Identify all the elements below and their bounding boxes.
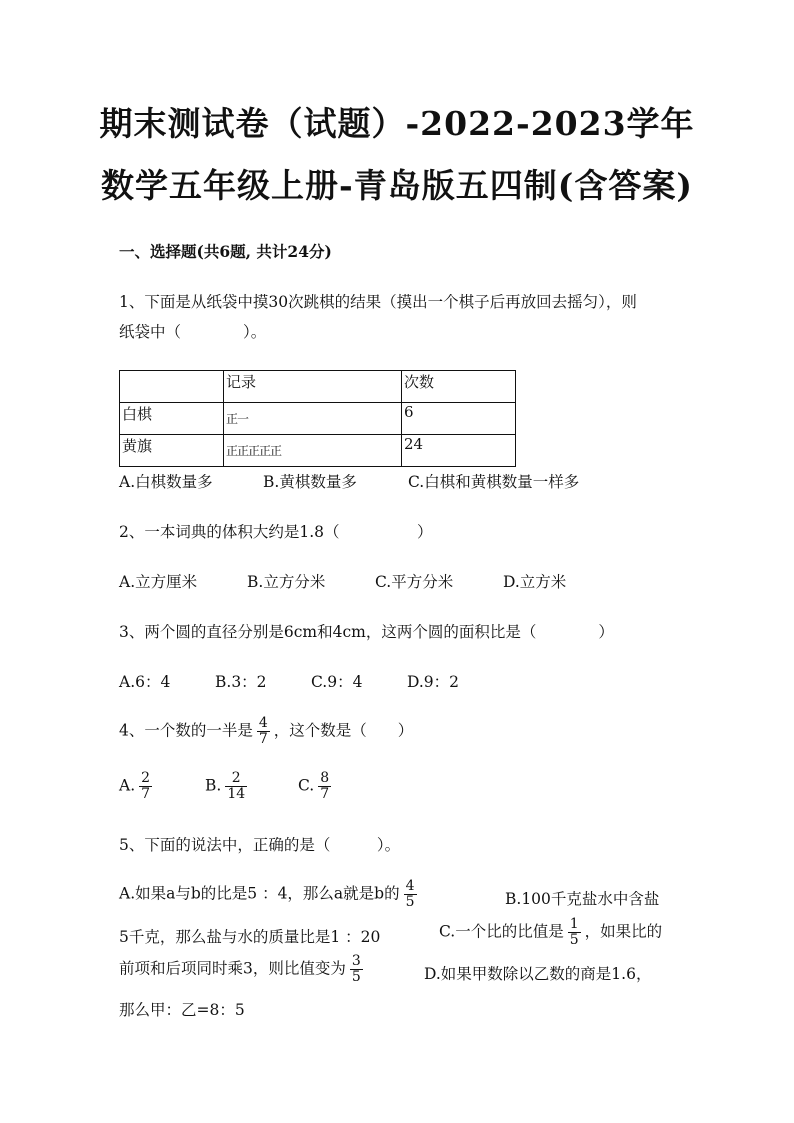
q4-text	[119, 716, 413, 747]
option-text: C.一个比的比值是	[439, 922, 564, 941]
q5-option-b-part1: B.100千克盐水中含盐	[505, 890, 660, 908]
fraction	[404, 879, 417, 910]
table-cell-record: 正一	[224, 403, 402, 435]
q1-option-b: B.黄棋数量多	[263, 473, 357, 491]
q3-text: 3、两个圆的直径分别是6cm和4cm，这两个圆的面积比是（ ）	[119, 623, 614, 641]
table-row	[120, 435, 516, 467]
record-table	[119, 370, 516, 467]
table-cell-name: 白棋	[120, 403, 224, 435]
q4-prefix: 4、一个数的一半是	[119, 721, 253, 740]
table-cell-name: 黄旗	[120, 435, 224, 467]
fraction-denominator: 14	[227, 786, 246, 802]
page-title-line1: 期末测试卷（试题）-2022-2023学年	[99, 104, 695, 143]
q5-option-d-part2: 那么甲：乙=8：5	[119, 1001, 245, 1019]
q5-option-c-part1	[439, 917, 662, 948]
fraction-denominator: 5	[569, 932, 579, 948]
table-header-row	[120, 371, 516, 403]
fraction	[257, 716, 270, 747]
q2-option-b: B.立方分米	[247, 573, 326, 591]
q3-option-b: B.3：2	[215, 673, 267, 691]
fraction-denominator: 7	[258, 731, 268, 747]
fraction-numerator: 4	[405, 878, 415, 894]
fraction	[318, 771, 331, 802]
q1-text-line1: 1、下面是从纸袋中摸30次跳棋的结果（摸出一个棋子后再放回去摇匀），则	[119, 293, 637, 311]
page-title-line2: 数学五年级上册-青岛版五四制(含答案)	[101, 166, 693, 205]
q2-option-d: D.立方米	[503, 573, 567, 591]
table-cell-record: 正正正正正	[224, 435, 402, 467]
fraction-numerator: 3	[351, 953, 361, 969]
fraction-numerator: 2	[141, 770, 151, 786]
table-header-cell: 次数	[402, 371, 516, 403]
fraction-numerator: 1	[569, 916, 579, 932]
q1-option-a: A.白棋数量多	[119, 473, 213, 491]
option-label: B.	[205, 776, 222, 795]
q2-option-c: C.平方分米	[375, 573, 454, 591]
fraction-numerator: 2	[231, 770, 241, 786]
q1-text-line2: 纸袋中（ ）。	[119, 323, 267, 341]
q4-option-b	[205, 771, 251, 802]
q4-suffix: ，这个数是（ ）	[273, 721, 414, 740]
option-text: ，如果比的	[584, 922, 663, 941]
q5-option-c-part2	[119, 954, 367, 985]
q4-option-c	[298, 771, 335, 802]
table-cell-count: 6	[402, 403, 516, 435]
q2-text: 2、一本词典的体积大约是1.8（ ）	[119, 523, 433, 541]
option-label: A.	[119, 776, 136, 795]
q5-option-a	[119, 879, 421, 910]
fraction	[225, 771, 247, 802]
q2-option-a: A.立方厘米	[119, 573, 198, 591]
table-header-cell: 记录	[224, 371, 402, 403]
fraction-denominator: 7	[320, 786, 330, 802]
q5-text: 5、下面的说法中，正确的是（ ）。	[119, 836, 401, 854]
option-text: A.如果a与b的比是5 ：4，那么a就是b的	[119, 884, 400, 903]
q3-option-d: D.9：2	[407, 673, 460, 691]
fraction-numerator: 8	[320, 770, 330, 786]
option-text: 前项和后项同时乘3，则比值变为	[119, 959, 346, 978]
q3-option-c: C.9：4	[311, 673, 363, 691]
section-heading: 一、选择题(共6题, 共计24分)	[119, 242, 332, 261]
q5-option-d-part1: D.如果甲数除以乙数的商是1.6，	[424, 965, 652, 983]
fraction	[568, 917, 581, 948]
fraction-denominator: 7	[141, 786, 151, 802]
q5-option-b-part2: 5千克，那么盐与水的质量比是1 ：20	[119, 928, 381, 946]
table-cell-count: 24	[402, 435, 516, 467]
q4-option-a	[119, 771, 156, 802]
fraction-numerator: 4	[258, 715, 268, 731]
fraction	[139, 771, 152, 802]
fraction-denominator: 5	[351, 969, 361, 985]
q3-option-a: A.6：4	[119, 673, 171, 691]
q1-option-c: C.白棋和黄棋数量一样多	[408, 473, 580, 491]
table-row	[120, 403, 516, 435]
fraction	[350, 954, 363, 985]
table-header-cell	[120, 371, 224, 403]
option-label: C.	[298, 776, 315, 795]
fraction-denominator: 5	[405, 894, 415, 910]
